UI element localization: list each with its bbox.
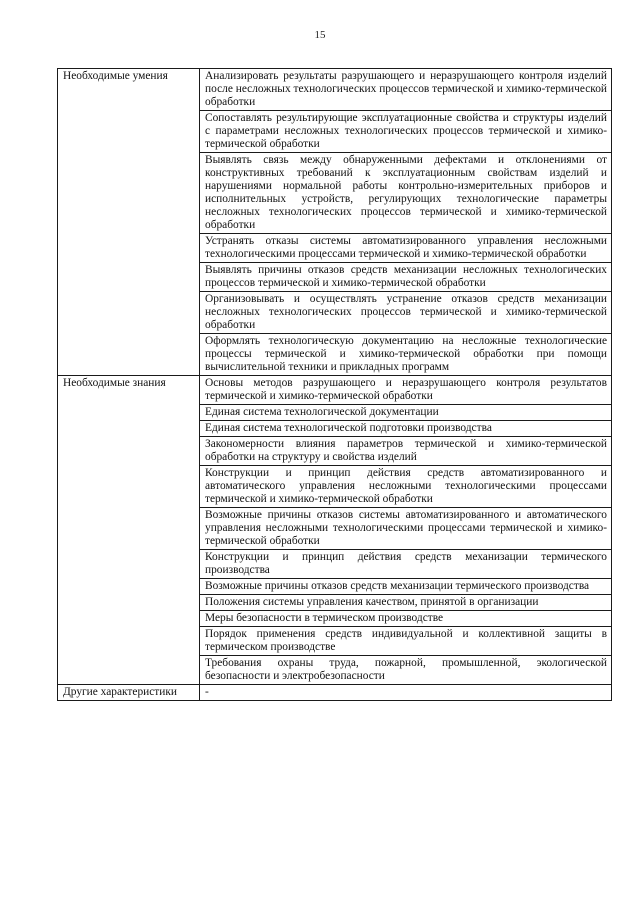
- table-row: [58, 376, 612, 405]
- requirement-item: Выявлять связь между обнаруженными дефектами и отклонениями от конструктивных требований к эксплуатационным свойствам изделий и нарушениями нормальной работы контрольно-измерительных приборов и исполнительных устройств, регулирующих технологические параметры несложных технологических процессов термической и химико-термической обработки: [200, 153, 612, 234]
- requirement-item: Конструкции и принцип действия средств автоматизированного и автоматического управления несложными технологическими процессами термической и химико-термической обработки: [200, 466, 612, 508]
- requirement-item: Анализировать результаты разрушающего и неразрушающего контроля изделий после несложных технологических процессов термической и химико-термической обработки: [200, 69, 612, 111]
- section-label: Необходимые знания: [58, 376, 200, 685]
- requirement-item: Оформлять технологическую документацию на несложные технологические процессы термической и химико-термической обработки при помощи вычислительной техники и прикладных программ: [200, 334, 612, 376]
- table-body: [58, 69, 612, 701]
- requirement-item: Положения системы управления качеством, принятой в организации: [200, 595, 612, 611]
- requirement-item: Устранять отказы системы автоматизированного управления несложными технологическими процессами термической и химико-термической обработки: [200, 234, 612, 263]
- requirement-item: Единая система технологической подготовки производства: [200, 421, 612, 437]
- requirement-item: Выявлять причины отказов средств механизации несложных технологических процессов термической и химико-термической обработки: [200, 263, 612, 292]
- section-label: Другие характеристики: [58, 685, 200, 701]
- requirement-item: Порядок применения средств индивидуальной и коллективной защиты в термическом производстве: [200, 627, 612, 656]
- requirement-item: Сопоставлять результирующие эксплуатационные свойства и структуры изделий с параметрами несложных технологических процессов термической и химико-термической обработки: [200, 111, 612, 153]
- table-row: [58, 69, 612, 111]
- requirement-item: Возможные причины отказов средств механизации термического производства: [200, 579, 612, 595]
- requirement-item: Конструкции и принцип действия средств механизации термического производства: [200, 550, 612, 579]
- requirement-item: Единая система технологической документации: [200, 405, 612, 421]
- table-row: [58, 685, 612, 701]
- requirement-item: Основы методов разрушающего и неразрушающего контроля результатов термической и химико-термической обработки: [200, 376, 612, 405]
- requirement-item: Меры безопасности в термическом производстве: [200, 611, 612, 627]
- section-label: Необходимые умения: [58, 69, 200, 376]
- page-number: 15: [314, 29, 326, 41]
- requirement-item: Организовывать и осуществлять устранение отказов средств механизации несложных технологических процессов термической и химико-термической обработки: [200, 292, 612, 334]
- characteristics-table: [57, 68, 612, 701]
- requirement-item: Требования охраны труда, пожарной, промышленной, экологической безопасности и электробезопасности: [200, 656, 612, 685]
- requirement-item: Возможные причины отказов системы автоматизированного и автоматического управления несложными технологическими процессами термической и химико-термической обработки: [200, 508, 612, 550]
- requirement-item: -: [200, 685, 612, 701]
- requirement-item: Закономерности влияния параметров термической и химико-термической обработки на структуру и свойства изделий: [200, 437, 612, 466]
